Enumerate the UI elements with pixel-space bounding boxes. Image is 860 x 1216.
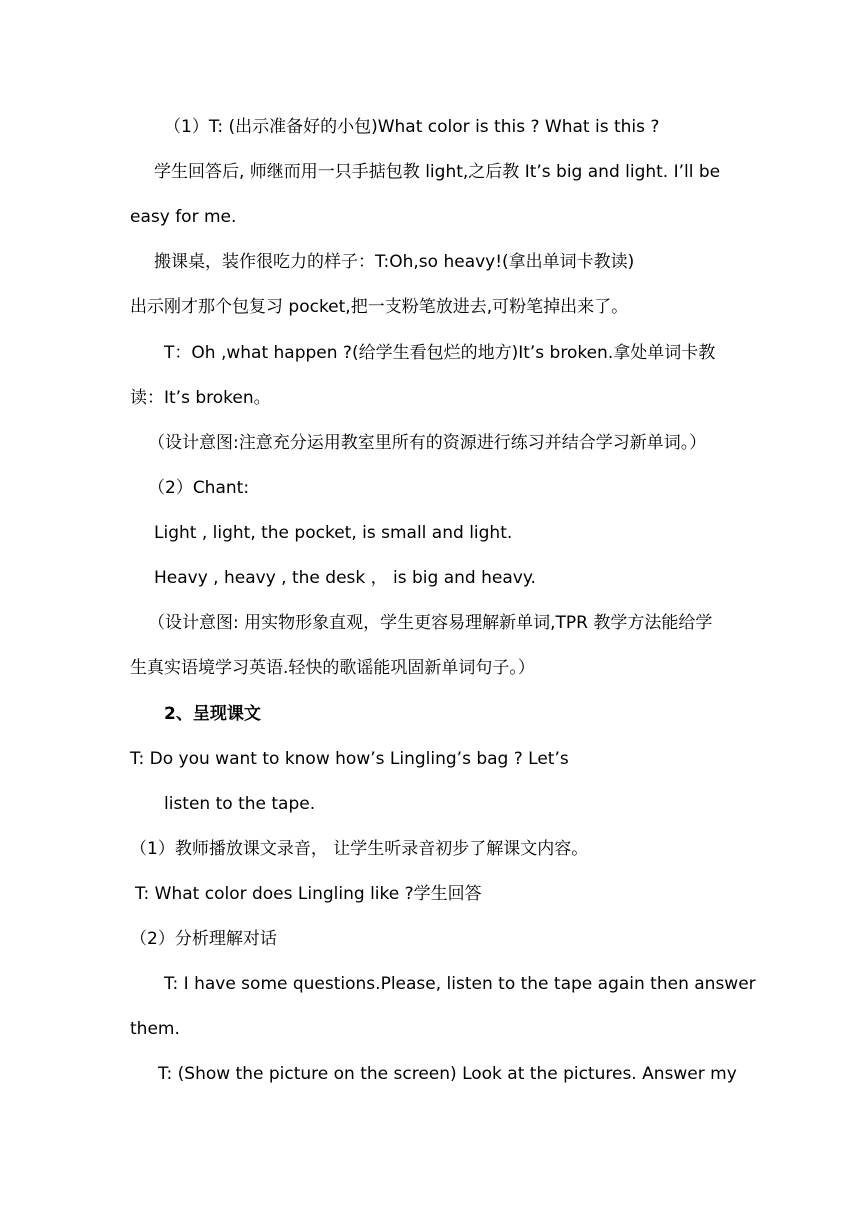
paragraph-line: 搬课桌，装作很吃力的样子：T:Oh,so heavy!(拿出单词卡教读): [154, 252, 635, 272]
paragraph-line: （设计意图:注意充分运用教室里所有的资源进行练习并结合学习新单词。）: [148, 433, 707, 453]
paragraph-line: listen to the tape.: [164, 794, 316, 814]
paragraph-line: （1）T: (出示准备好的小包)What color is this ? What is this ?: [164, 117, 660, 137]
paragraph-line: 读：It’s broken。: [130, 388, 271, 408]
paragraph-line: （2）分析理解对话: [130, 929, 277, 949]
paragraph-line: T：Oh ,what happen ?(给学生看包烂的地方)It’s broken.拿处单词卡教: [164, 343, 716, 363]
paragraph-line: Light , light, the pocket, is small and light.: [154, 523, 513, 543]
paragraph-line: 出示刚才那个包复习 pocket,把一支粉笔放进去,可粉笔掉出来了。: [130, 297, 629, 317]
paragraph-line: Heavy , heavy , the desk ， is big and heavy.: [154, 568, 536, 588]
section-heading: 2、呈现课文: [164, 704, 261, 724]
paragraph-line: 生真实语境学习英语.轻快的歌谣能巩固新单词句子。）: [130, 658, 535, 678]
paragraph-line: T: I have some questions.Please, listen to the tape again then answer: [164, 974, 756, 994]
paragraph-line: them.: [130, 1019, 180, 1039]
paragraph-line: T: (Show the picture on the screen) Look at the pictures. Answer my: [158, 1064, 737, 1084]
paragraph-line: （设计意图: 用实物形象直观，学生更容易理解新单词,TPR 教学方法能给学: [148, 613, 713, 633]
paragraph-line: T: Do you want to know how’s Lingling’s bag ? Let’s: [130, 749, 569, 769]
paragraph-line: （2）Chant:: [148, 478, 250, 498]
paragraph-line: T: What color does Lingling like ?学生回答: [135, 884, 482, 904]
paragraph-line: easy for me.: [130, 207, 237, 227]
paragraph-line: 学生回答后, 师继而用一只手掂包教 light,之后教 It’s big and light. I’ll be: [154, 162, 721, 182]
paragraph-line: （1）教师播放课文录音， 让学生听录音初步了解课文内容。: [130, 839, 589, 859]
